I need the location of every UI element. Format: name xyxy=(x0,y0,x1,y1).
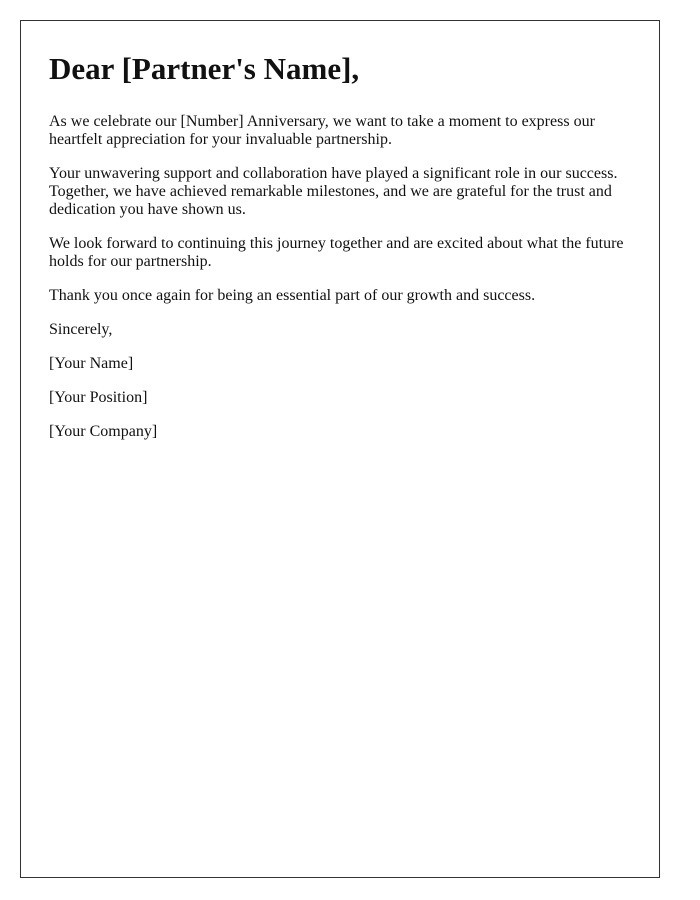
letter-content xyxy=(49,51,633,457)
signature-name: [Your Name] xyxy=(49,355,134,372)
body-paragraph-1: As we celebrate our [Number] Anniversary, we want to take a moment to express our heartfelt appreciation for your invaluable partnership. xyxy=(49,113,595,148)
body-paragraph-4: Thank you once again for being an essential part of our growth and success. xyxy=(49,287,536,304)
body-paragraph-3: We look forward to continuing this journey together and are excited about what the future holds for our partnership. xyxy=(49,235,624,270)
salutation-heading: Dear [Partner's Name], xyxy=(49,51,360,86)
letter-page xyxy=(20,20,660,878)
signature-position: [Your Position] xyxy=(49,389,148,406)
closing-text: Sincerely, xyxy=(49,321,113,338)
body-paragraph-2: Your unwavering support and collaboration have played a significant role in our success. Together, we have achieved remarkable milestones, and we are grateful for the trust and dedication you have shown us. xyxy=(49,165,618,218)
signature-company: [Your Company] xyxy=(49,423,158,440)
